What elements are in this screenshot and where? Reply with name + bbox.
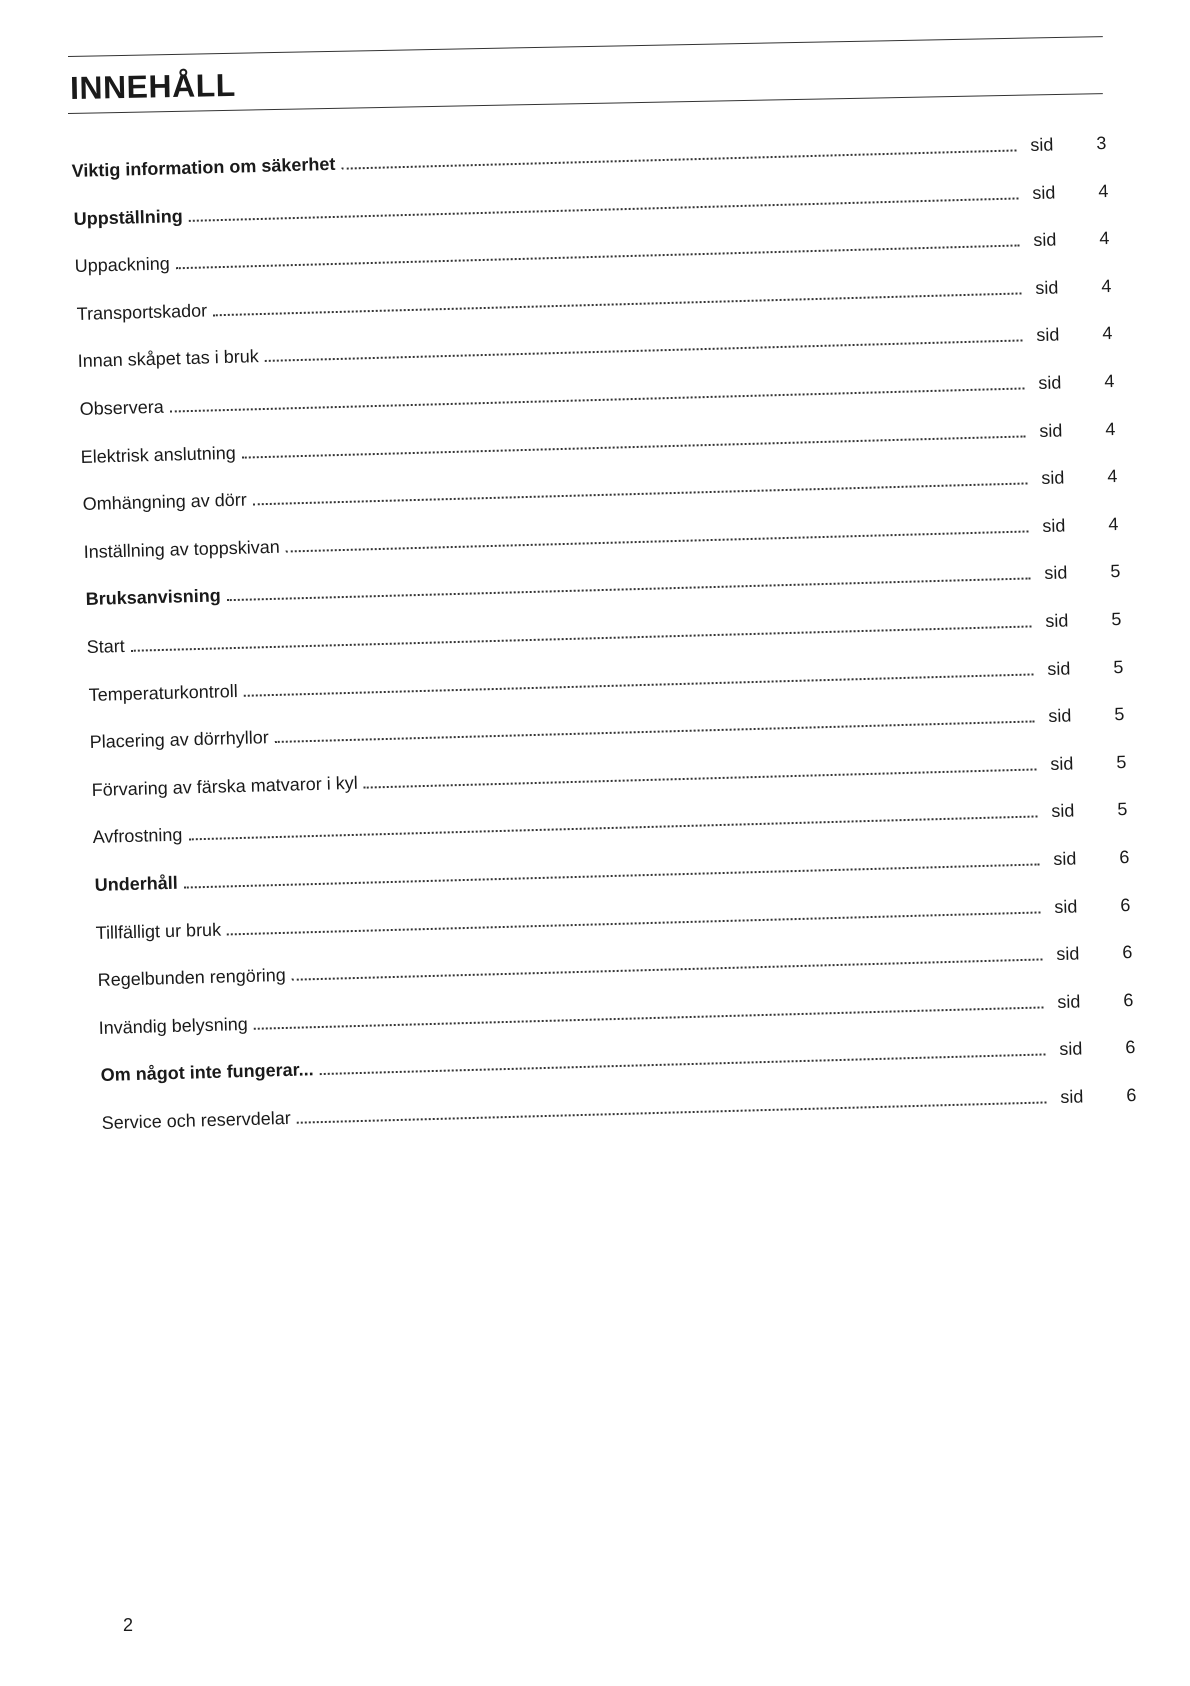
toc-entry-label: Underhåll	[93, 872, 178, 896]
toc-entry-sid: sid	[1042, 515, 1066, 536]
toc-entry-label: Bruksanvisning	[84, 585, 221, 610]
toc-entry-label: Placering av dörrhyllor	[89, 727, 269, 753]
toc-entry-sid: sid	[1033, 229, 1057, 251]
page-number: 2	[123, 1615, 134, 1635]
toc-entry-label: Transportskador	[75, 300, 207, 324]
toc-entry-sid: sid	[1046, 658, 1071, 679]
toc-entry-sid: sid	[1039, 420, 1063, 441]
toc-entry-page: 4	[1103, 371, 1115, 392]
dot-leader	[188, 197, 1018, 221]
toc-entry-sid: sid	[1051, 800, 1075, 822]
toc-entry-label: Viktig information om säkerhet	[71, 153, 336, 182]
toc-entry-page: 6	[1123, 989, 1134, 1011]
toc-entry-page: 5	[1109, 561, 1121, 582]
toc-entry-sid: sid	[1036, 324, 1060, 346]
toc-entry-sid: sid	[1034, 277, 1059, 298]
toc-entry-label: Avfrostning	[92, 824, 183, 848]
toc-entry-page: 5	[1111, 609, 1122, 630]
toc-entry-sid: sid	[1049, 753, 1074, 774]
toc-entry-page: 4	[1108, 513, 1119, 535]
dot-leader	[226, 578, 1030, 602]
toc-entry-label: Invändig belysning	[98, 1013, 249, 1038]
toc-entry-label: Tillfälligt ur bruk	[95, 919, 222, 943]
toc-entry-page: 5	[1115, 751, 1127, 773]
toc-entry-page: 5	[1114, 704, 1125, 725]
dot-leader	[291, 959, 1042, 981]
toc-entry-label: Regelbunden rengöring	[96, 965, 286, 991]
toc-entry-sid: sid	[1031, 182, 1056, 203]
dot-leader	[227, 911, 1040, 935]
dot-leader	[169, 387, 1024, 412]
toc-entry-sid: sid	[1054, 896, 1078, 917]
toc-entry-page: 5	[1112, 656, 1124, 677]
toc-entry-label: Service och reservdelar	[101, 1107, 291, 1134]
toc-entry-sid: sid	[1045, 610, 1069, 632]
dot-leader	[297, 1101, 1047, 1123]
toc-entry-label: Omhängning av dörr	[81, 489, 247, 515]
dot-leader	[183, 863, 1039, 888]
toc-entry-sid: sid	[1058, 1038, 1083, 1060]
toc-entry-sid: sid	[1055, 943, 1080, 965]
dot-leader	[275, 721, 1035, 744]
toc-entry-page: 4	[1100, 275, 1112, 297]
toc-entry-sid: sid	[1052, 848, 1077, 870]
toc-entry-page: 3	[1096, 133, 1107, 154]
dot-leader	[363, 768, 1036, 788]
toc-entry-label: Observera	[78, 396, 164, 420]
dot-leader	[176, 245, 1020, 270]
dot-leader	[188, 816, 1037, 841]
toc-entry-page: 5	[1117, 799, 1128, 820]
page-title: INNEHÅLL	[69, 66, 237, 106]
dot-leader	[131, 625, 1032, 651]
toc-entry-page: 4	[1105, 418, 1116, 439]
toc-entry-sid: sid	[1037, 372, 1062, 394]
toc-entry-page: 4	[1097, 180, 1109, 201]
dot-leader	[242, 435, 1026, 458]
toc-entry-page: 4	[1102, 323, 1113, 344]
dot-leader	[252, 483, 1027, 506]
toc-entry-sid: sid	[1030, 134, 1054, 156]
toc-entry-page: 4	[1099, 228, 1110, 249]
toc-entry-label: Inställning av toppskivan	[83, 536, 281, 562]
toc-entry-page: 6	[1126, 1085, 1137, 1106]
toc-entry-page: 6	[1120, 894, 1131, 915]
dot-leader	[243, 673, 1033, 696]
toc-entry-sid: sid	[1057, 991, 1081, 1012]
dot-leader	[286, 530, 1029, 552]
toc-entry-label: Uppställning	[72, 205, 183, 229]
toc-entry-label: Temperaturkontroll	[87, 680, 238, 705]
toc-entry-sid: sid	[1048, 705, 1072, 727]
toc-entry-page: 6	[1121, 942, 1133, 963]
dot-leader	[265, 340, 1023, 362]
toc-entry-page: 4	[1106, 466, 1118, 487]
toc-entry-page: 6	[1118, 847, 1130, 868]
dot-leader	[213, 292, 1021, 316]
dot-leader	[319, 1054, 1045, 1076]
toc-entry-label: Innan skåpet tas i bruk	[77, 346, 260, 372]
toc-entry-label: Uppackning	[74, 253, 171, 277]
toc-entry-page: 6	[1124, 1037, 1136, 1058]
dot-leader	[254, 1006, 1044, 1029]
toc-entry-sid: sid	[1043, 562, 1068, 584]
toc-entry-label: Elektrisk anslutning	[80, 442, 236, 467]
toc-entry-sid: sid	[1040, 467, 1065, 489]
toc-entry-sid: sid	[1060, 1086, 1084, 1108]
toc-entry-label: Start	[86, 635, 125, 658]
toc-entry-label: Förvaring av färska matvaror i kyl	[90, 772, 358, 800]
dot-leader	[341, 149, 1016, 169]
toc-entry-label: Om något inte fungerar...	[99, 1059, 314, 1086]
